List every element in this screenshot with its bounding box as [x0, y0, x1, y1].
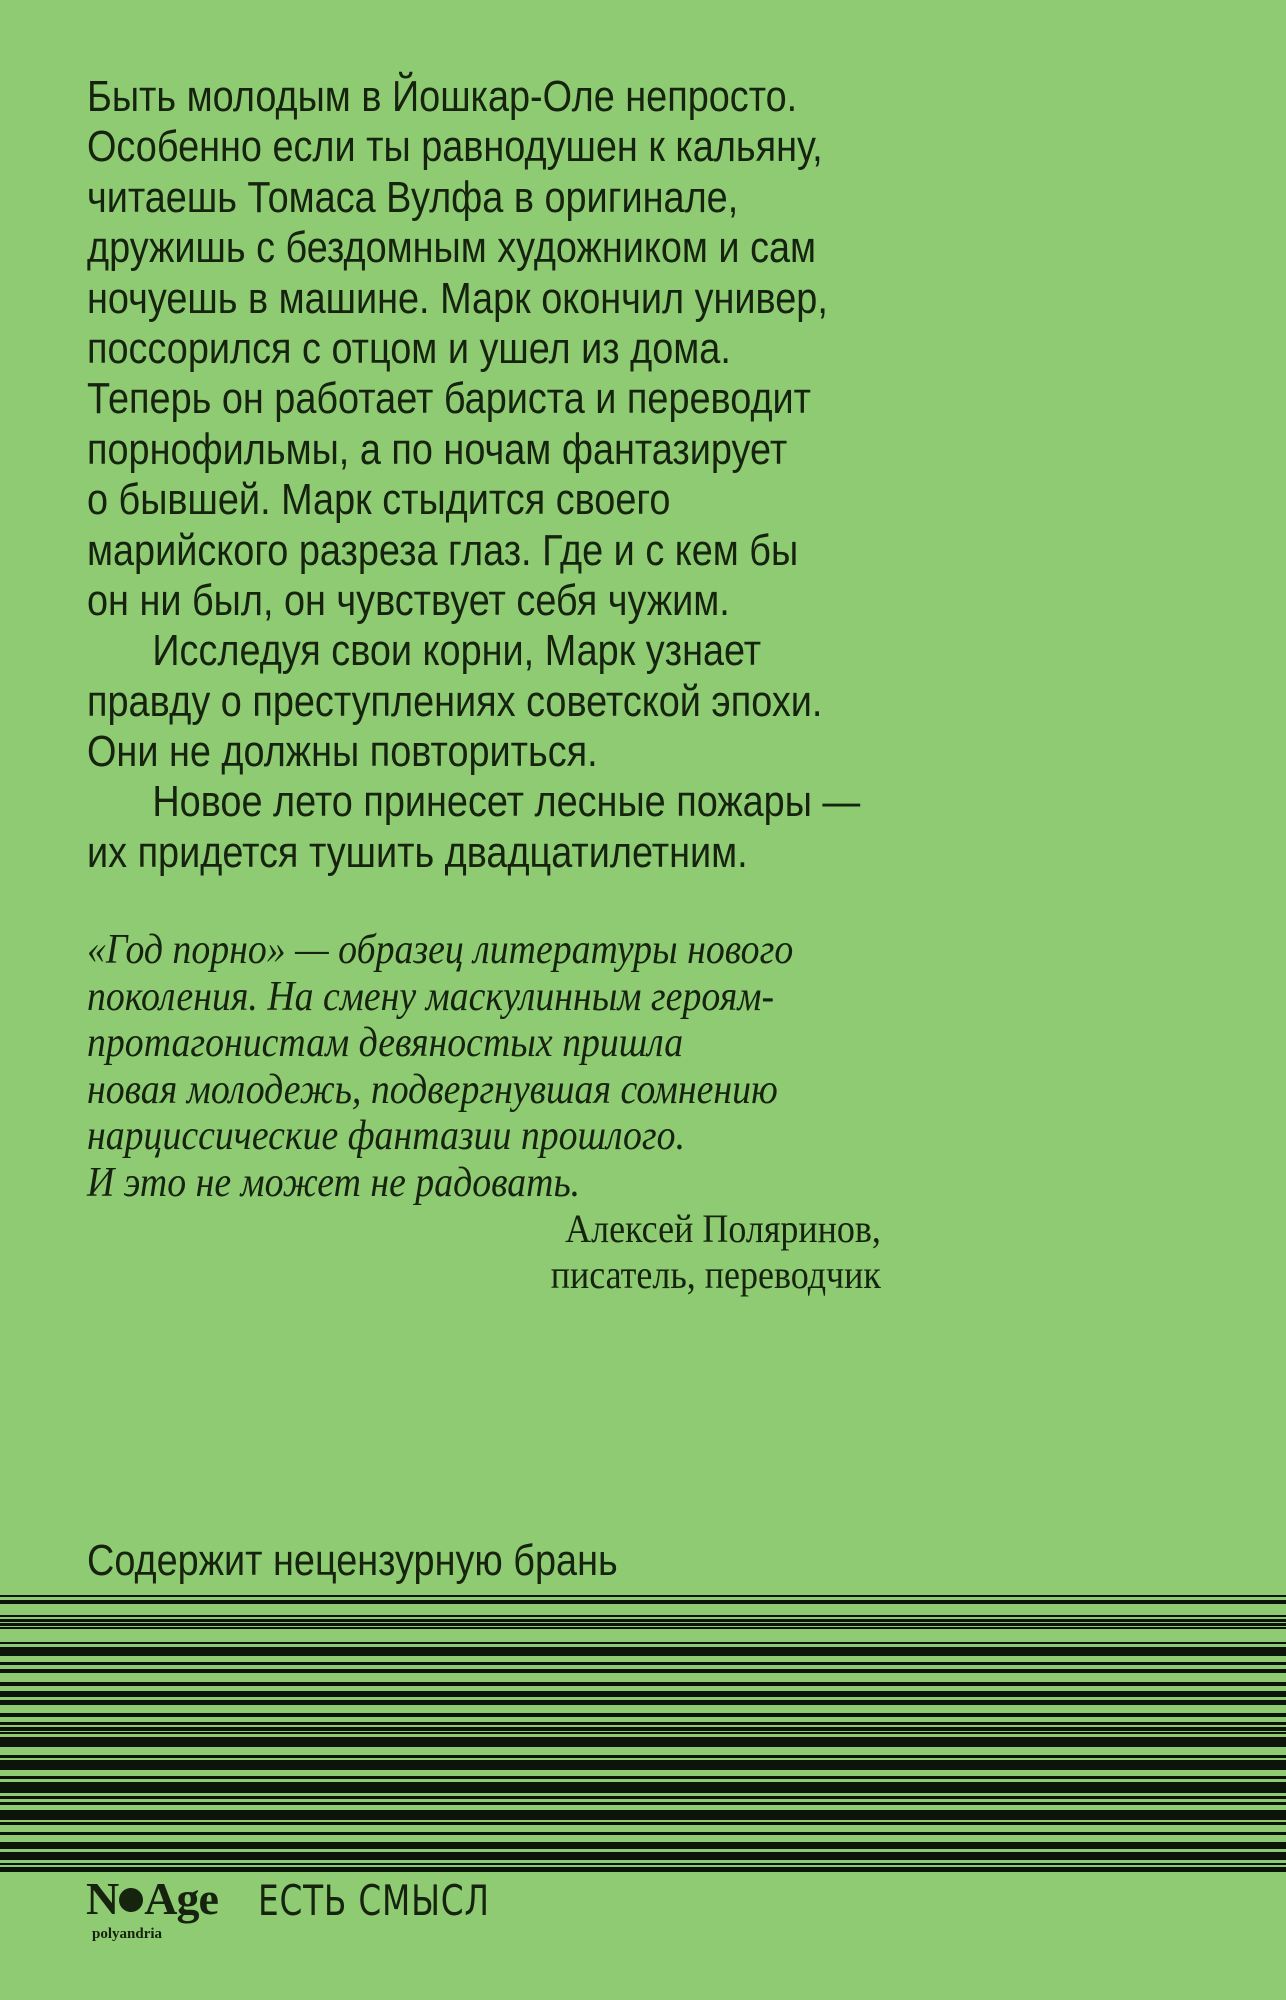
- quote-line: И это не может не радовать.: [87, 1159, 581, 1206]
- stripe: [0, 1810, 1286, 1820]
- noage-logo-dot-icon: [119, 1888, 143, 1912]
- blurb-line: порнофильмы, а по ночам фантазирует: [87, 424, 788, 474]
- stripe: [0, 1822, 1286, 1825]
- stripe: [0, 1737, 1286, 1747]
- stripe: [0, 1642, 1286, 1644]
- stripe: [0, 1647, 1286, 1656]
- blurb-line: он ни был, он чувствует себя чужим.: [87, 575, 730, 625]
- quote-attribution: [551, 1206, 881, 1298]
- stripe: [0, 1832, 1286, 1835]
- quote-line: «Год порно» — образец литературы нового: [87, 927, 794, 973]
- stripe: [0, 1627, 1286, 1629]
- quote-line: поколения. На смену маскулинным героям-: [87, 973, 775, 1020]
- noage-logo: [86, 1873, 218, 1924]
- stripe: [0, 1691, 1286, 1697]
- content-warning: Содержит нецензурную брань: [87, 1536, 618, 1585]
- stripe: [0, 1732, 1286, 1734]
- quote-line: нарциссические фантазии прошлого.: [87, 1113, 686, 1160]
- polyandria-logo: polyandria: [92, 1926, 163, 1942]
- stripe: [0, 1615, 1286, 1617]
- stripe: [0, 1600, 1286, 1604]
- blurb-line: читаешь Томаса Вулфа в оригинале,: [87, 172, 739, 222]
- stripe: [0, 1619, 1286, 1622]
- blurb-line: марийского разреза глаз. Где и с кем бы: [87, 525, 799, 575]
- stripe: [0, 1796, 1286, 1799]
- stripe: [0, 1760, 1286, 1770]
- stripe: [0, 1662, 1286, 1665]
- blurb-line: Они не должны повториться.: [87, 727, 598, 777]
- noage-logo-n: N: [86, 1873, 119, 1924]
- stripe: [0, 1802, 1286, 1805]
- blurb-line: Особенно если ты равнодушен к кальяну,: [87, 122, 823, 172]
- quote-author-role: писатель, переводчик: [550, 1252, 881, 1297]
- stripe: [0, 1782, 1286, 1793]
- stripe: [0, 1852, 1286, 1860]
- stripe: [0, 1623, 1286, 1626]
- stripe: [0, 1867, 1286, 1872]
- blurb-line: Теперь он работает бариста и переводит: [87, 374, 811, 424]
- blurb-line: правду о преступлениях советской эпохи.: [87, 676, 823, 726]
- quote-author: Алексей Поляринов,: [565, 1206, 881, 1251]
- stripe: [0, 1727, 1286, 1731]
- stripe: [0, 1682, 1286, 1686]
- book-blurb: [87, 72, 860, 878]
- blurb-line: Новое лето принесет лесные пожары —: [152, 777, 861, 827]
- blurb-line: Быть молодым в Йошкар-Оле непросто.: [87, 72, 798, 121]
- quote-line: новая молодежь, подвергнувшая сомнению: [87, 1066, 778, 1113]
- noage-logo-age: Age: [144, 1873, 218, 1924]
- blurb-line: их придется тушить двадцатилетним.: [87, 827, 748, 877]
- review-quote: [87, 927, 793, 1207]
- stripe: [0, 1595, 1286, 1597]
- blurb-line: поссорился с отцом и ушел из дома.: [87, 323, 731, 373]
- blurb-line: о бывшей. Марк стыдится своего: [87, 475, 671, 525]
- quote-line: протагонистам девяностых пришла: [87, 1020, 684, 1067]
- stripe: [0, 1755, 1286, 1758]
- stripe: [0, 1669, 1286, 1673]
- stripe: [0, 1776, 1286, 1779]
- stripe: [0, 1863, 1286, 1865]
- blurb-line: дружишь с бездомным художником и сам: [87, 223, 817, 273]
- stripe: [0, 1722, 1286, 1725]
- stripe: [0, 1700, 1286, 1705]
- blurb-line: Исследуя свои корни, Марк узнает: [152, 626, 762, 676]
- stripe: [0, 1842, 1286, 1849]
- stripe: [0, 1713, 1286, 1717]
- est-smysl-logo: ЕСТЬ СМЫСЛ: [258, 1876, 490, 1925]
- blurb-line: ночуешь в машине. Марк окончил универ,: [87, 273, 828, 323]
